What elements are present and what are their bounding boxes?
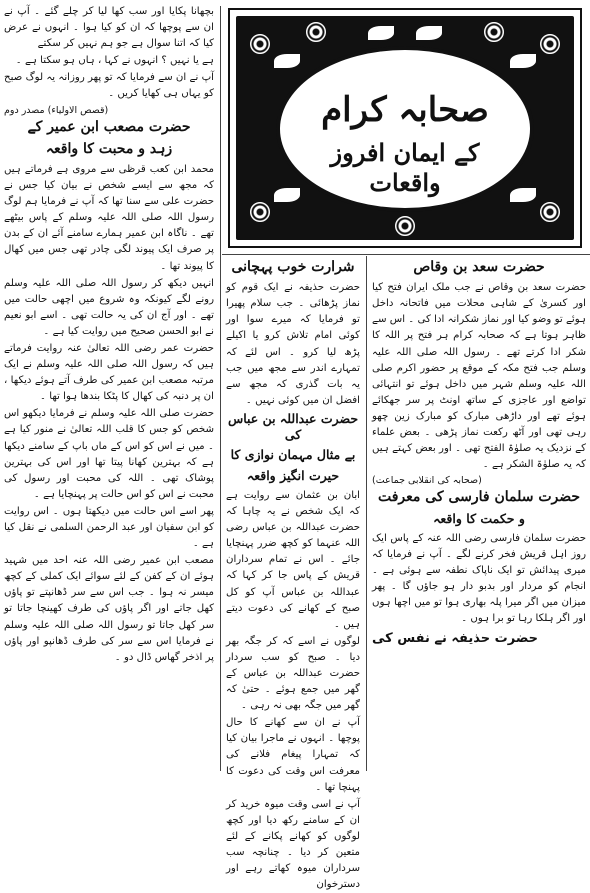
- right-heading-2b: و حکمت کا واقعہ: [433, 510, 525, 526]
- left-paragraph: ہے یا نہیں ؟ انہوں نے کہا ، ہاں ہو سکتا ہے ۔: [15, 55, 214, 67]
- middle-paragraph: آپ نے اسی وقت میوہ خرید کر ان کے سامنے رکھ دیا اور کچھ لوگوں کو کھانے پکانے کے لئے متعین کر دیا ۔ چنانچہ سب سرداران میوہ کھاتے رہے اور دسترخوان: [226, 798, 360, 891]
- banner-title: صحابہ کرام: [321, 90, 489, 130]
- right-paragraph: حضرت سعد بن وقاص نے جب ملک ایران فتح کیا اور کسریٰ کے شاہی محلات میں فاتحانہ داخل ہوئے تو وضو کیا اور نماز شکرانہ ادا کی ۔ اس سے ظاہر ہوتا ہے کہ صحابہ کرام ہر فتح پر اللہ کا شکر ادا کرتے تھے ۔ رسول اللہ صلی اللہ علیہ وسلم جب فتح مکہ کے موقع پر حضور اکرم صلی اللہ علیہ وسلم شہر میں داخل ہوئے تو انتہائی تواضع اور عاجزی کے ساتھ اونٹ پر سر جھکائے ہوئے تھے اور داڑھی مبارک کو مبارک زین چھو رہی تھی اور آٹھ رکعت نماز پڑھی ۔ بعض علماء کے نزدیک یہ صلوٰۃ الفتح تھی ۔ اور بعض کہتے ہیں کہ یہ صلوٰۃ الشکر ہے ۔: [372, 282, 586, 471]
- middle-column: [222, 256, 364, 891]
- left-reference: (قصص الاولیاء) مصدر دوم: [4, 104, 109, 116]
- flower-ornament-icon: [540, 34, 560, 54]
- middle-heading-2b: بے مثال مہمان نوازی کا: [230, 447, 356, 463]
- right-reference: (صحابہ کی انقلابی جماعت): [372, 475, 482, 487]
- flower-ornament-icon: [306, 22, 326, 42]
- column-divider: [366, 256, 367, 771]
- right-column: [368, 256, 590, 771]
- middle-paragraph: ابان بن عثمان سے روایت ہے کہ ایک شخص نے یہ چاہا کہ حضرت عبداللہ بن عباس رضی اللہ عنہما کو کچھ ضرر پہنچایا جائے ۔ اس نے تمام سرداران قریش کے پاس جا کر کہا کہ عبداللہ بن عباس آپ کو کل صبح کے کھانے کی دعوت دیتے ہیں ۔: [226, 489, 360, 630]
- flower-ornament-icon: [250, 202, 270, 222]
- flower-ornament-icon: [395, 216, 415, 236]
- left-paragraph: مصعب ابن عمیر رضی اللہ عنہ احد میں شہید ہوئے ان کے کفن کے لئے سوائے ایک کملی کے کچھ میسر نہ ہوا ۔ جب اس سے سر ڈھانپتے تو پاؤں کھل جاتے اور اگر پاؤں کی طرف کھینچا جاتا تو سر کھل جاتا تو رسول اللہ صلی اللہ علیہ وسلم نے فرمایا اس سے سر کی طرف ڈھانپو اور پاؤں پر اذخر گھاس ڈال دو ۔: [4, 555, 214, 663]
- banner-frame: [228, 8, 582, 248]
- leaf-ornament-icon: [414, 24, 444, 42]
- right-heading-1: حضرت سعد بن وقاص: [413, 259, 545, 275]
- middle-heading-2c: حیرت انگیز واقعہ: [246, 467, 340, 483]
- flower-ornament-icon: [484, 22, 504, 42]
- left-heading-1a: حضرت مصعب ابن عمیر کے: [27, 118, 191, 135]
- flower-ornament-icon: [250, 34, 270, 54]
- middle-paragraph: لوگوں نے اسے کہ کر جگہ بھر دیا ۔ صبح کو سب سردار حضرت عبداللہ بن عباس کے گھر میں جمع ہوئے ۔ حتیٰ کہ گھر میں جگہ بھی نہ رہی ۔: [226, 635, 360, 712]
- middle-paragraph: آپ نے ان سے کھانے کا حال پوچھا ۔ انہوں نے ماجرا بیان کیا کہ تمہارا پیغام فلانے کی معرفت اس وقت کی دعوت کا پہنچا تھا ۔: [226, 717, 360, 793]
- left-paragraph: انہیں دیکھ کر رسول اللہ صلی اللہ علیہ وسلم رونے لگے کیونکہ وہ شروع میں اچھی حالت میں تھے ۔ اور آج ان کی یہ حالت تھی ۔ اسے ابو نعیم نے ابو الحسن صحیح میں روایت کیا ہے ۔: [4, 277, 214, 337]
- middle-heading-1: شرارت خوب پہچانی: [231, 259, 355, 275]
- left-column: [0, 4, 218, 771]
- leaf-ornament-icon: [508, 52, 538, 70]
- left-paragraph: حضرت عمر رضی اللہ تعالیٰ عنہ روایت فرماتے ہیں کہ رسول اللہ صلی اللہ علیہ وسلم نے ایک مرتبہ مصعب ابن عمیر کی طرف آتے ہوئے دیکھا ، ان پر دنبہ کی کھال کا پٹکا بندھا ہوا تھا ۔: [4, 342, 214, 403]
- left-heading-1b: زہد و محبت کا واقعہ: [45, 140, 173, 157]
- left-paragraph: حضرت صلی اللہ علیہ وسلم نے فرمایا دیکھو اس شخص کو جس کا قلب اللہ تعالیٰ نے منور کیا ہے ۔ میں نے اس کو اس کے ماں باپ کے سامنے دیکھا ہے کہ بہترین کھانا پیتا تھا اور اس کی بہترین پوشاک تھی ۔ اللہ کی محبت اور رسول کی محبت نے اس کو اس حالت پر پہنچایا ہے ۔: [4, 408, 214, 500]
- middle-heading-2a: حضرت عبداللہ بن عباس کی: [227, 410, 359, 443]
- banner-bottom-rule: [222, 254, 590, 255]
- leaf-ornament-icon: [366, 24, 396, 42]
- right-heading-2a: حضرت سلمان فارسی کی معرفت: [377, 489, 581, 506]
- middle-paragraph: حضرت حذیفہ نے ایک قوم کو نماز پڑھائی ۔ جب سلام پھیرا تو فرمایا کہ میرے سوا اور کوئی امام تلاش کرو یا اکیلے پڑھ لیا کرو ۔ اس لئے کہ تمہارے اندر سے مجھ میں جب یہ بات گذری کہ مجھ سے افضل ان میں کوئی نہیں ۔: [226, 282, 360, 406]
- left-paragraph: بچھانا پکایا اور سب کھا لیا کر چلے گئے ۔ آپ نے ان سے پوچھا کہ ان کو کیا ہوا ۔ انہوں نے عرض کیا کہ اتنا سوال ہے جو ہم نہیں کر سکتے: [4, 6, 214, 50]
- title-banner: [224, 2, 588, 252]
- column-divider: [220, 6, 221, 771]
- left-paragraph: پھر اسے اس حالت میں دیکھتا ہوں ۔ اس روایت کو ابن سفیان اور عبد الرحمن السلمی نے نقل کیا ہے ۔: [4, 505, 214, 550]
- right-paragraph: حضرت سلمان فارسی رضی اللہ عنہ کے پاس ایک روز اہل قریش فخر کرنے لگے ۔ آپ نے فرمایا کہ میری پیدائش تو ایک ناپاک نطفہ سے ہوئی ہے ۔ انجام کو مردار اور بدبو دار ہو جاؤں گا ۔ پھر میزان میں اگر میرا پلہ بھاری ہوا تو میں اچھا ہوں اور اگر ہلکا رہا تو برا ہوں ۔: [372, 532, 586, 625]
- right-closing-line: حضرت حذیفہ نے نفس کی: [372, 631, 538, 647]
- flower-ornament-icon: [540, 202, 560, 222]
- banner-floral-border: [236, 16, 574, 240]
- left-paragraph: محمد ابن کعب قرظی سے مروی ہے فرماتے ہیں کہ مجھ سے ایسے شخص نے بیان کیا جس نے حضرت علی سے سنا تھا کہ آپ نے فرمایا ہم لوگ رسول اللہ صلی اللہ علیہ وسلم کے پاس بیٹھے تھے ۔ ناگاہ ابن عمیر ہمارے سامنے آئے ان کے بدن پر صرف ایک پیوند لگی چادر تھی جس میں کھال کا پیوند تھا ۔: [4, 163, 214, 272]
- leaf-ornament-icon: [272, 52, 302, 70]
- banner-subtitle: کے ایمان افروز واقعات: [330, 138, 480, 197]
- left-paragraph: آپ نے ان سے فرمایا کہ تو پھر روزانہ یہ لوگ صبح کو یہاں ہی کھایا کریں ۔: [4, 72, 214, 100]
